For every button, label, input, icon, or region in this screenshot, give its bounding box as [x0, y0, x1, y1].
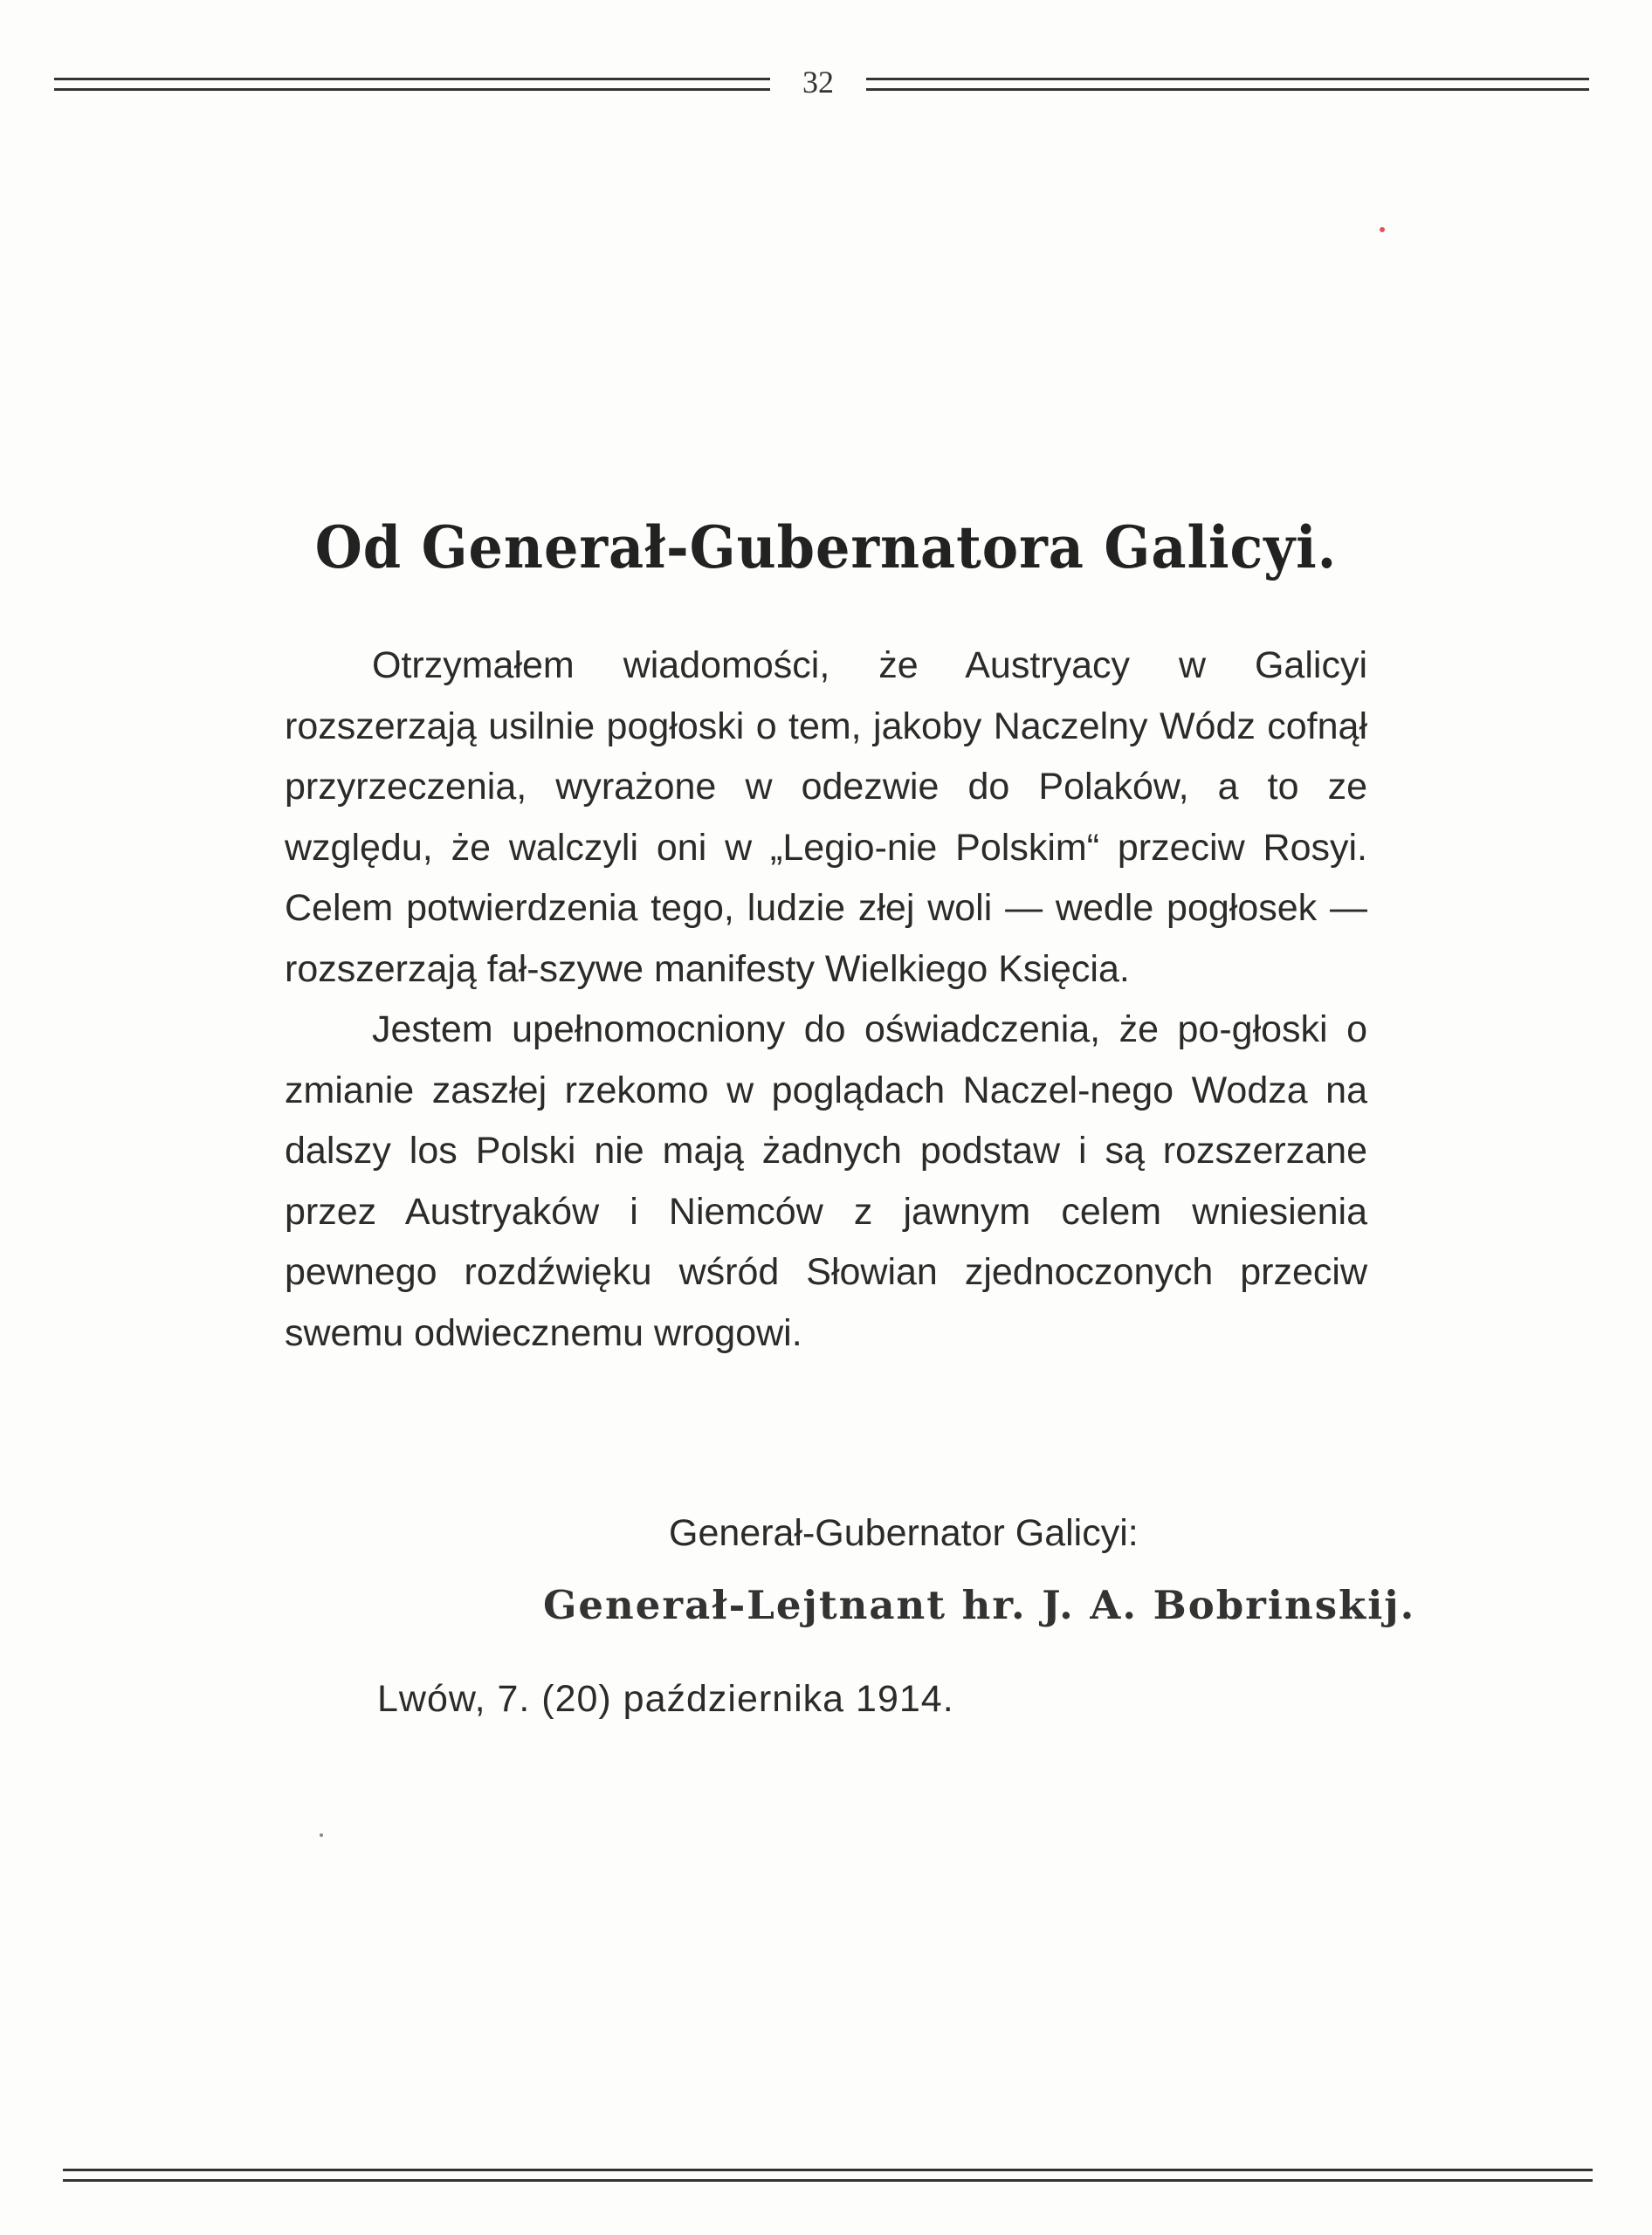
body-line: szywe manifesty Wielkiego Księcia.: [539, 947, 1130, 990]
place-and-date: Lwów, 7. (20) października 1914.: [377, 1678, 954, 1720]
body-line: Słowian zjednoczonych przeciw swemu odwiecznemu: [285, 1251, 1368, 1354]
body-line: Otrzymałem wiadomości, że Austryacy w Galicyi: [372, 644, 1367, 686]
page-header: [54, 65, 1589, 99]
document-title: Od Generał-Gubernatora Galicyi.: [314, 513, 1338, 581]
body-line: z jawnym celem wniesienia pewnego rozdźwięku wśród: [285, 1190, 1367, 1293]
signatory-role: Generał-Gubernator Galicyi:: [669, 1512, 1139, 1554]
page-number: 32: [802, 65, 834, 100]
paper-speck: [320, 1833, 323, 1837]
body-line: nie Polskim“ przeciw Rosyi. Celem potwierdzenia tego,: [285, 826, 1367, 929]
paragraph-1: [285, 636, 1367, 1000]
page-footer-rule: [63, 2169, 1593, 2182]
header-rule-left: [54, 78, 770, 91]
signatory-name: Generał-Lejtnant hr. J. A. Bobrinskij.: [543, 1582, 1416, 1628]
header-rule-right: [866, 78, 1589, 91]
document-body: [285, 636, 1367, 1364]
body-line: rozszerzają usilnie pogłoski o tem, jakoby Naczelny: [285, 705, 1148, 747]
body-line: nego Wodza na dalszy los Polski nie mają żadnych: [285, 1069, 1368, 1172]
body-line: wrogowi.: [654, 1311, 802, 1354]
body-line: podstaw i są rozszerzane przez Austryaków i Niemców: [285, 1130, 1367, 1233]
body-line: Jestem upełnomocniony do oświadczenia, że po-: [372, 1008, 1232, 1050]
body-line: Polaków, a to ze względu, że walczyli oni w „Legio-: [285, 766, 1367, 869]
body-line: ludzie złej woli — wedle pogłosek — rozszerzają fał-: [285, 887, 1367, 990]
paragraph-2: [285, 1000, 1367, 1364]
body-line: Wódz cofnął przyrzeczenia, wyrażone w odezwie do: [285, 705, 1368, 808]
paper-speck: [1380, 227, 1385, 232]
body-line: głoski o zmianie zaszłej rzekomo w poglądach Naczel-: [285, 1008, 1367, 1111]
